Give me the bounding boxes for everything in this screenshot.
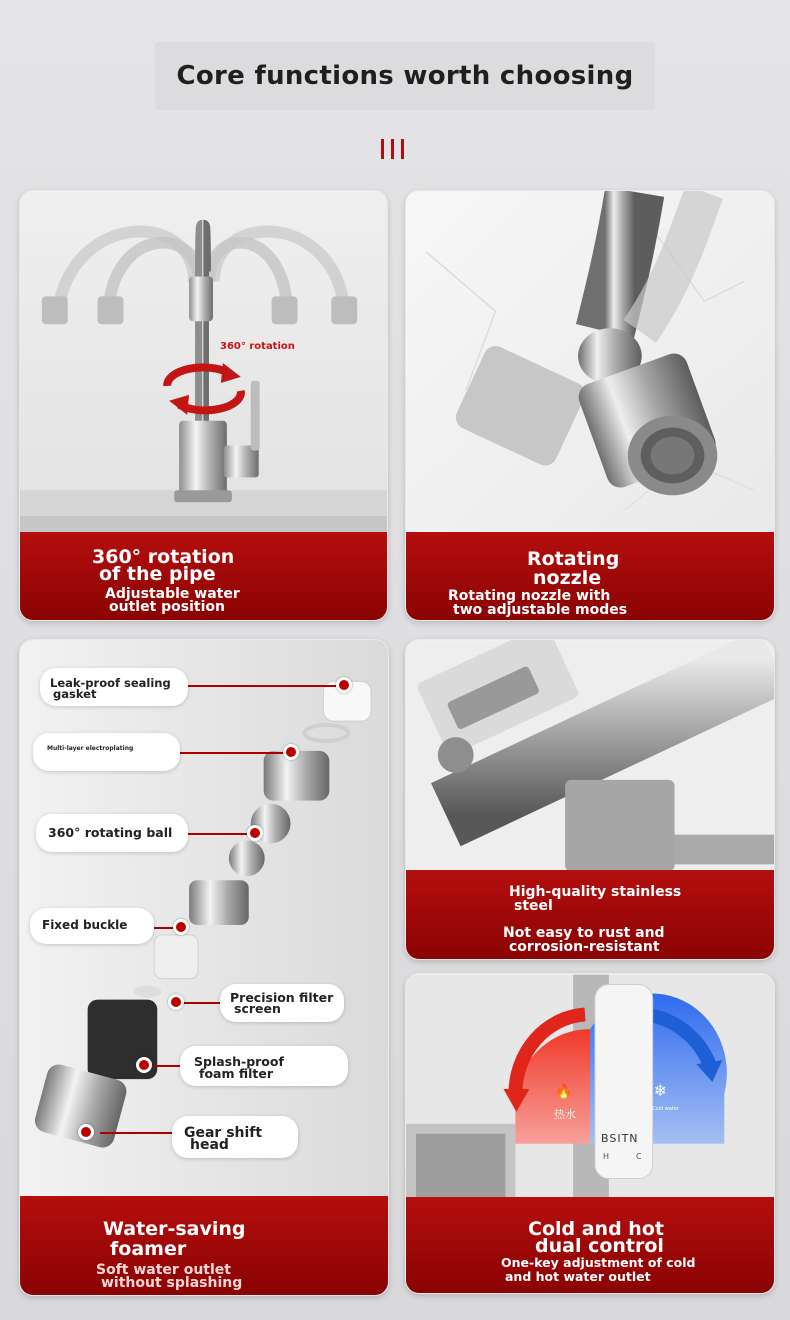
label-precision-filter bbox=[220, 984, 344, 1022]
label-line-2: screen bbox=[234, 1001, 281, 1016]
label-multi-layer-electroplating bbox=[33, 733, 180, 771]
panel-water-saving-foamer bbox=[19, 639, 389, 1296]
caption-sub-2: and hot water outlet bbox=[505, 1269, 651, 1284]
label-rotating-ball bbox=[36, 814, 188, 852]
callout-dot bbox=[168, 994, 184, 1010]
label-line-2: gasket bbox=[53, 687, 97, 701]
label-fixed-buckle bbox=[30, 908, 154, 944]
caption-rotating-nozzle bbox=[406, 532, 774, 620]
leader-line bbox=[180, 1002, 220, 1004]
callout-dot bbox=[173, 919, 189, 935]
hot-mark: H bbox=[603, 1152, 610, 1161]
cold-water-label: Cold water bbox=[652, 1106, 679, 1112]
label-gear-shift-head bbox=[172, 1116, 298, 1158]
caption-heading-1: Cold and hot bbox=[528, 1218, 664, 1240]
caption-sub-2: without splashing bbox=[101, 1275, 243, 1291]
caption-heading-2: of the pipe bbox=[99, 563, 216, 585]
caption-heading-1: 360° rotation bbox=[92, 546, 235, 568]
page-title: Core functions worth choosing bbox=[176, 61, 634, 91]
title-banner bbox=[155, 42, 655, 110]
label-leak-proof-gasket bbox=[40, 668, 188, 706]
label-line-2: head bbox=[190, 1137, 229, 1153]
caption-heading-1: Water-saving bbox=[103, 1218, 246, 1240]
leader-line bbox=[188, 685, 338, 687]
caption-sub-1: Adjustable water bbox=[105, 586, 240, 602]
panel-pipe-rotation bbox=[19, 190, 388, 621]
panel-rotating-nozzle bbox=[405, 190, 775, 621]
caption-sub-1: One-key adjustment of cold bbox=[501, 1255, 696, 1270]
label-line-1: Precision filter bbox=[230, 990, 334, 1005]
caption-water-saving-foamer bbox=[20, 1196, 388, 1295]
label-line-1: Gear shift bbox=[184, 1125, 263, 1141]
caption-dual-control bbox=[406, 1197, 774, 1293]
label-splash-proof-filter bbox=[180, 1046, 348, 1086]
callout-dot bbox=[78, 1124, 94, 1140]
label-line-1: Fixed buckle bbox=[42, 918, 128, 932]
panel-dual-control bbox=[405, 973, 775, 1294]
callout-dot bbox=[247, 825, 263, 841]
hot-water-label: 热水 bbox=[554, 1108, 576, 1121]
dual-control-image bbox=[406, 974, 774, 1199]
rotation-overlay-label: 360° rotation bbox=[220, 341, 295, 352]
caption-stainless-steel bbox=[406, 870, 774, 959]
label-line-1: Leak-proof sealing bbox=[50, 676, 171, 690]
svg-text:❄: ❄ bbox=[653, 1080, 667, 1100]
caption-heading-2: nozzle bbox=[533, 567, 602, 589]
leader-line bbox=[188, 833, 251, 835]
caption-heading-2: steel bbox=[514, 898, 553, 914]
callout-dot bbox=[136, 1057, 152, 1073]
brand-label: BSITN bbox=[601, 1132, 639, 1145]
caption-sub-1: Soft water outlet bbox=[96, 1262, 231, 1278]
faucet-rotation-image bbox=[20, 191, 387, 536]
caption-sub-1: Not easy to rust and bbox=[503, 925, 665, 941]
caption-pipe-rotation bbox=[20, 532, 387, 620]
caption-sub-2: two adjustable modes bbox=[453, 602, 628, 618]
label-line-1: Multi-layer electroplating bbox=[47, 745, 134, 752]
nozzle-image bbox=[406, 191, 774, 536]
panel-stainless-steel bbox=[405, 639, 775, 960]
caption-heading-1: High-quality stainless bbox=[509, 884, 682, 900]
label-line-1: 360° rotating ball bbox=[48, 825, 173, 840]
label-line-2: foam filter bbox=[199, 1066, 274, 1081]
divider-bars-icon bbox=[380, 136, 406, 162]
caption-sub-2: outlet position bbox=[109, 599, 225, 615]
callout-dot bbox=[283, 744, 299, 760]
caption-heading-2: dual control bbox=[535, 1235, 664, 1257]
cold-mark: C bbox=[636, 1152, 642, 1161]
label-line-1: Splash-proof bbox=[194, 1054, 284, 1069]
caption-heading-1: Rotating bbox=[527, 548, 620, 570]
caption-sub-1: Rotating nozzle with bbox=[448, 588, 611, 604]
callout-dot bbox=[336, 677, 352, 693]
steel-faucet-image bbox=[406, 640, 774, 872]
svg-text:🔥: 🔥 bbox=[555, 1083, 573, 1100]
leader-line bbox=[180, 752, 286, 754]
caption-heading-2: foamer bbox=[110, 1238, 187, 1260]
caption-sub-2: corrosion-resistant bbox=[509, 939, 660, 955]
